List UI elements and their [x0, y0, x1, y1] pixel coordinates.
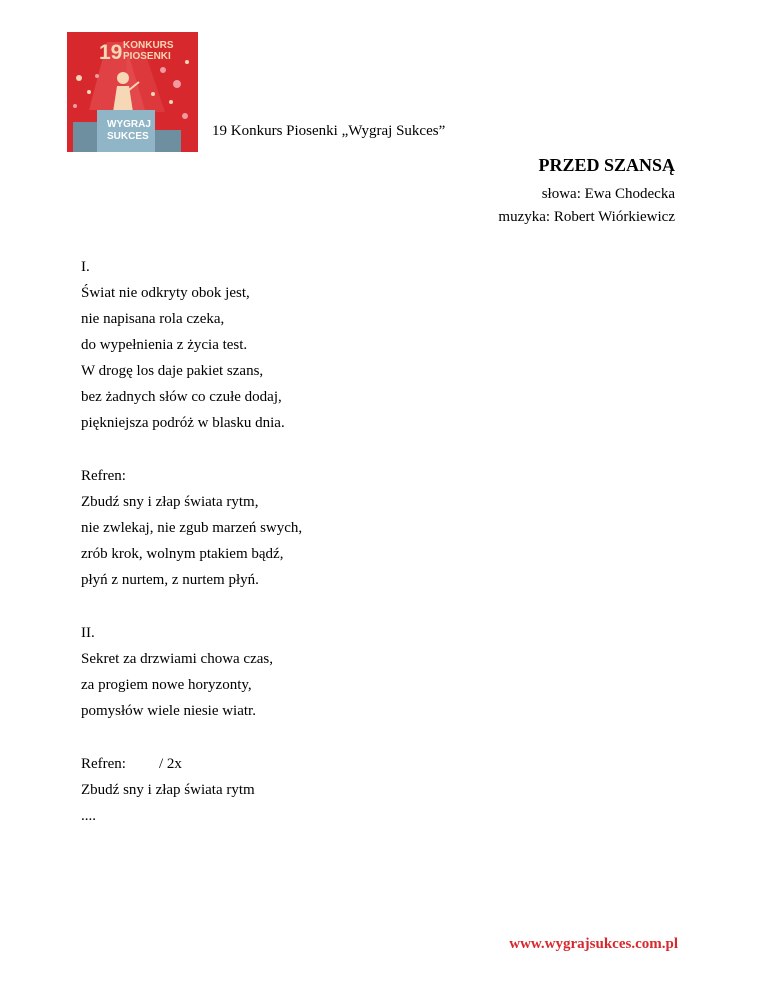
refrain-repeat-label: Refren:	[81, 756, 126, 772]
refrain-label: Refren:	[81, 468, 126, 484]
lyric-line: Sekret za drzwiami chowa czas,	[81, 651, 273, 667]
lyric-line: Świat nie odkryty obok jest,	[81, 285, 250, 301]
logo-line2: PIOSENKI	[123, 51, 171, 62]
logo-line1: KONKURS	[123, 40, 174, 51]
lyric-line: Zbudź sny i złap świata rytm	[81, 782, 255, 798]
continuation-ellipsis: ....	[81, 808, 96, 824]
logo-sign-line2: SUKCES	[107, 131, 149, 142]
lyric-line: piękniejsza podróż w blasku dnia.	[81, 415, 285, 431]
lyric-line: zrób krok, wolnym ptakiem bądź,	[81, 546, 284, 562]
stanza-gap	[81, 593, 681, 620]
contest-logo	[67, 32, 198, 152]
lyric-line: W drogę los daje pakiet szans,	[81, 363, 264, 379]
contest-name: 19 Konkurs Piosenki „Wygraj Sukces”	[212, 123, 446, 139]
stanza-gap	[81, 436, 681, 463]
lyric-line: pomysłów wiele niesie wiatr.	[81, 703, 256, 719]
website-link[interactable]: www.wygrajsukces.com.pl	[509, 936, 678, 952]
lyrics	[81, 254, 681, 829]
lyric-line: nie napisana rola czeka,	[81, 311, 225, 327]
stanza-gap	[81, 724, 681, 751]
lyric-line: za progiem nowe horyzonty,	[81, 677, 252, 693]
refrain-repeat-row	[81, 751, 681, 777]
logo-number: 19	[99, 41, 123, 64]
lyric-line: nie zwlekaj, nie zgub marzeń swych,	[81, 520, 303, 536]
lyric-line: do wypełnienia z życia test.	[81, 337, 248, 353]
song-title: PRZED SZANSĄ	[538, 155, 675, 175]
words-credit: słowa: Ewa Chodecka	[541, 186, 675, 202]
contest-logo-artwork	[67, 32, 198, 152]
verse1-label: I.	[81, 259, 90, 275]
music-credit: muzyka: Robert Wiórkiewicz	[498, 209, 675, 225]
lyric-line: Zbudź sny i złap świata rytm,	[81, 494, 259, 510]
lyric-line: płyń z nurtem, z nurtem płyń.	[81, 572, 259, 588]
logo-sign-line1: WYGRAJ	[107, 119, 151, 130]
verse2-label: II.	[81, 625, 95, 641]
lyric-line: bez żadnych słów co czułe dodaj,	[81, 389, 282, 405]
repeat-count: / 2x	[158, 756, 182, 772]
